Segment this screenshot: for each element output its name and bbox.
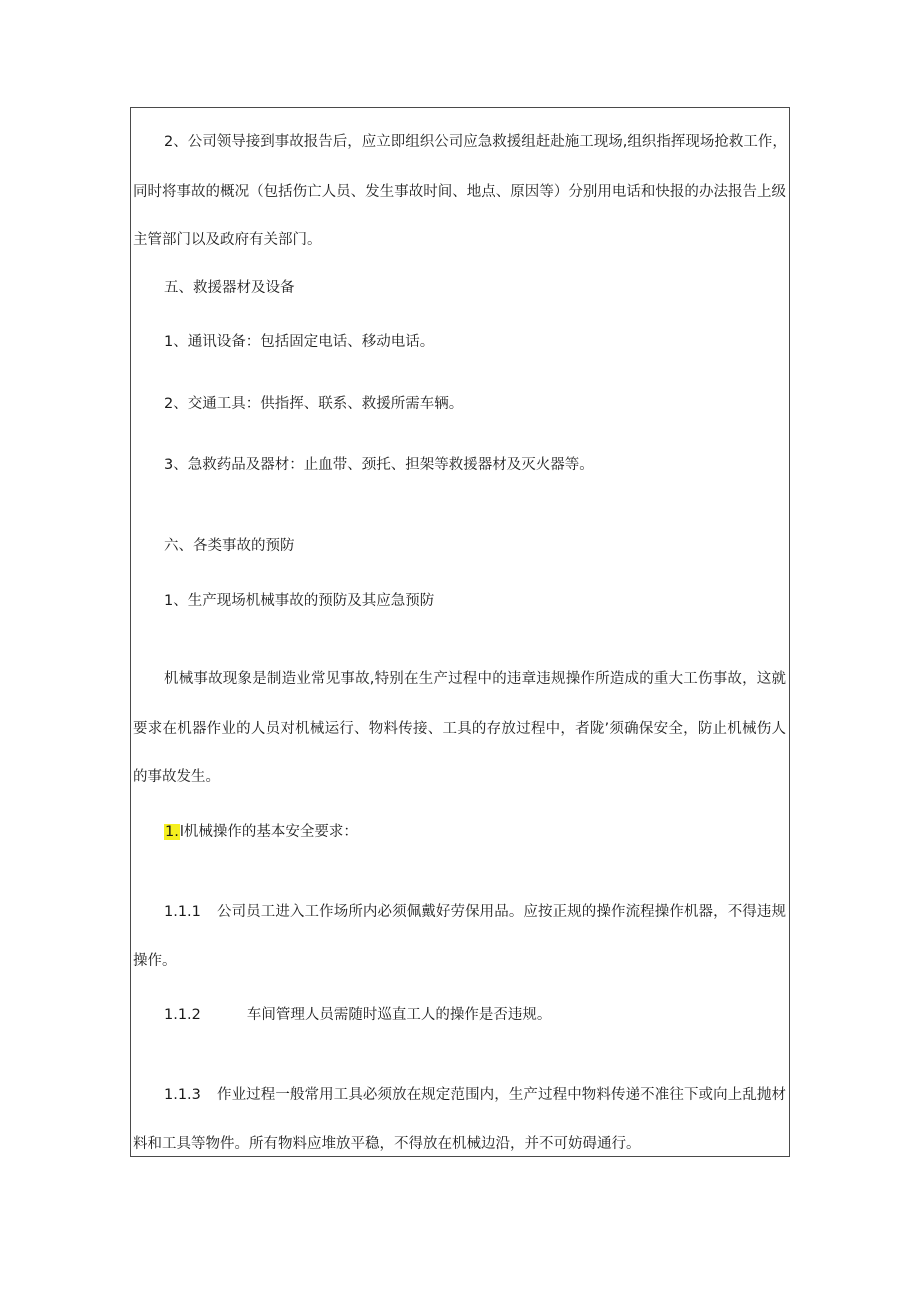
- rule-line: [164, 1005, 551, 1025]
- paragraph-line: 要求在机器作业的人员对机械运行、物料传接、工具的存放过程中，者陇’须确保安全，防止机械伤人: [133, 721, 786, 737]
- rule-heading-text: l机械操作的基本安全要求：: [179, 824, 358, 840]
- rule-line: [164, 902, 786, 922]
- list-item: 2、交通工具：供指挥、联系、救援所需车辆。: [164, 396, 464, 412]
- section-heading: 五、救援器材及设备: [164, 280, 295, 296]
- rule-line: [164, 1085, 786, 1105]
- rule-text: 车间管理人员需随时巡直工人的操作是否违规。: [246, 1007, 552, 1023]
- list-item: 3、急救药品及器材：止血带、颈托、担架等救援器材及灭火器等。: [164, 457, 594, 473]
- rule-number: 1.1.1: [164, 904, 201, 920]
- rule-continuation: 料和工具等物件。所有物料应堆放平稳，不得放在机械边沿，并不可妨碍通行。: [133, 1136, 641, 1152]
- page-border: [130, 107, 790, 1157]
- rule-heading: [164, 822, 358, 842]
- paragraph-line: 2、公司领导接到事故报告后，应立即组织公司应急救援组赶赴施工现场,组织指挥现场抢救工作，: [164, 134, 787, 150]
- rule-text: 公司员工进入工作场所内必须佩戴好劳保用品。应按正规的操作流程操作机器，不得违规: [216, 904, 786, 920]
- highlighted-number: 1.: [165, 824, 179, 840]
- rule-text: 作业过程一般常用工具必须放在规定范围内，生产过程中物料传递不准往下或向上乱抛材: [216, 1087, 786, 1103]
- rule-continuation: 操作。: [133, 953, 177, 969]
- list-item: 1、通讯设备：包括固定电话、移动电话。: [164, 334, 435, 350]
- paragraph-line: 同时将事故的概况（包括伤亡人员、发生事故时间、地点、原因等）分别用电话和快报的办法报告上级: [133, 184, 786, 200]
- paragraph-line: 的事故发生。: [133, 769, 220, 785]
- rule-number: 1.1.2: [164, 1007, 201, 1023]
- paragraph-line: 机械事故现象是制造业常见事故,特别在生产过程中的违章违规操作所造成的重大工伤事故，这就: [164, 671, 786, 687]
- subsection-heading: 1、生产现场机械事故的预防及其应急预防: [164, 593, 435, 609]
- paragraph-line: 主管部门以及政府有关部门。: [133, 232, 322, 248]
- section-heading: 六、各类事故的预防: [164, 538, 295, 554]
- rule-number: 1.1.3: [164, 1087, 201, 1103]
